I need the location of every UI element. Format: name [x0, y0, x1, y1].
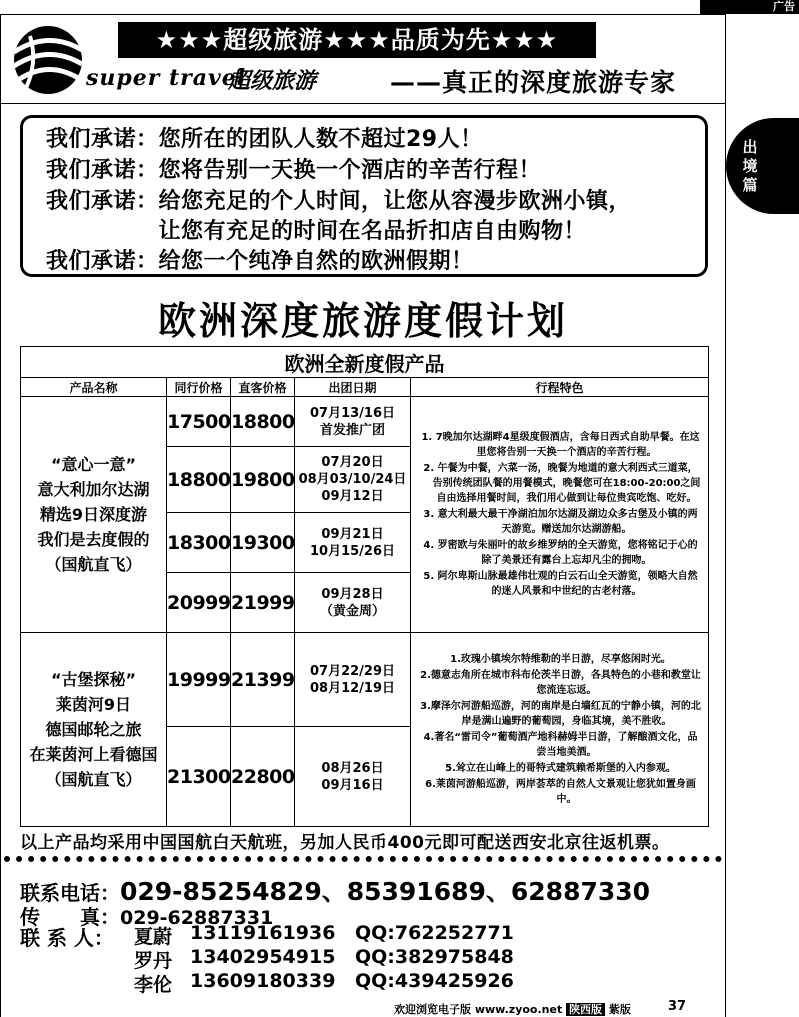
section-side-tab [726, 118, 799, 214]
person-label: 联 系 人： [20, 926, 114, 950]
product-name-line: （国航直飞） [45, 555, 142, 574]
date-line: 08月26日 [321, 760, 384, 776]
section-side-label: 出境篇 [742, 138, 758, 194]
product-name-line: 意大利加尔达湖 [37, 480, 150, 499]
peer-price: 17500 [167, 397, 231, 447]
page-title: 欧洲深度旅游度假计划 [157, 299, 568, 343]
contact-name: 罗丹 [134, 950, 173, 972]
phone-label: 联系电话： [20, 881, 120, 905]
direct-price: 22800 [231, 727, 295, 827]
date-line: 08月03/10/24日 [298, 472, 407, 487]
product-name-line: （国航直飞） [45, 770, 142, 789]
contact-name: 夏蔚 [134, 926, 173, 948]
date-line: 09月21日 [321, 526, 384, 542]
date-line: 首发推广团 [319, 422, 385, 438]
feature-item: 1.玫瑰小镇埃尔特维勒的半日游，尽享悠闲时光。 [450, 654, 671, 665]
tagline: ——真正的深度旅游专家 [390, 68, 677, 97]
peer-price: 20999 [167, 573, 231, 633]
date-line: 09月12日 [321, 489, 384, 504]
itinerary-features [411, 397, 709, 633]
contact-qq: QQ:439425926 [355, 970, 514, 992]
feature-item: 5. 阿尔卑斯山脉最雄伟壮观的白云石山全天游览，领略大自然的迷人风景和中世纪的古老村落。 [423, 571, 698, 597]
column-header: 产品名称 [21, 378, 167, 397]
departure-dates [295, 397, 411, 447]
column-header: 同行价格 [167, 378, 231, 397]
date-line: 10月15/26日 [309, 543, 396, 559]
product-name-line: 我们是去度假的 [37, 530, 150, 549]
peer-price: 19999 [167, 633, 231, 727]
contact-qq: QQ:762252771 [355, 922, 514, 944]
peer-price: 21300 [167, 727, 231, 827]
date-line: 07月22/29日 [309, 663, 396, 679]
slogan-banner: ★★★超级旅游★★★品质为先★★★ [118, 22, 596, 58]
direct-price: 21999 [231, 573, 295, 633]
itinerary-features [411, 633, 709, 827]
feature-item: 4.著名“雷司令”葡萄酒产地科赫姆半日游，了解酿酒文化，品尝当地美酒。 [423, 732, 698, 758]
product-name-line: 在莱茵河上看德国 [29, 745, 158, 764]
contact-qq: QQ:382975848 [355, 946, 514, 968]
globe-logo-icon [8, 22, 88, 98]
product-name-line: 德国邮轮之旅 [45, 720, 142, 739]
footer-browse-text: 欢迎浏览电子版 www.zyoo.net [394, 1003, 563, 1016]
date-line: （黄金周） [319, 603, 385, 619]
product-name-line: “古堡探秘” [50, 670, 137, 689]
product-table [20, 346, 709, 827]
flight-note: 以上产品均采用中国国航白天航班，另加人民币400元即可配送西安北京往返机票。 [20, 833, 670, 853]
feature-item: 2. 午餐为中餐，六菜一汤，晚餐为地道的意大利西式三道菜，告别传统团队餐的用餐模式，晚餐您可在18:00-20:00之间自由选择用餐时间，我们用心做到让每位贵宾吃饱、吃好。 [423, 463, 701, 504]
direct-price: 18800 [231, 397, 295, 447]
brand-name-en: super travel [86, 65, 247, 91]
header-divider [0, 103, 726, 104]
direct-price: 19800 [231, 447, 295, 513]
peer-price: 18300 [167, 513, 231, 573]
departure-dates [295, 633, 411, 727]
feature-item: 5.耸立在山峰上的哥特式建筑赖希斯堡的入内参观。 [445, 763, 676, 774]
column-header: 直客价格 [231, 378, 295, 397]
product-name-line: 精选9日深度游 [39, 505, 148, 524]
table-row [21, 633, 709, 727]
feature-item: 4. 罗密欧与朱丽叶的故乡维罗纳的全天游览，您将铭记于心的除了美景还有露台上忘却凡尘的拥吻。 [423, 540, 698, 566]
promise-line: 让您有充足的时间在名品折扣店自由购物！ [46, 219, 587, 244]
column-header: 出团日期 [295, 378, 411, 397]
date-line: 09月16日 [321, 777, 384, 793]
feature-item: 6.莱茵河游船巡游，两岸荟萃的自然人文景观让您犹如置身画中。 [425, 779, 696, 805]
product-name-cell [21, 397, 167, 633]
date-line: 07月13/16日 [309, 405, 396, 421]
fax-number: 029-62887331 [120, 907, 274, 929]
product-name-cell [21, 633, 167, 827]
feature-item: 3. 意大利最大最干净湖泊加尔达湖及湖边众多古堡及小镇的两天游览。赠送加尔达湖游船。 [423, 509, 698, 535]
feature-item: 1. 7晚加尔达湖畔4星级度假酒店，含每日西式自助早餐。在这里您将告别一天换一个酒店的辛苦行程。 [421, 432, 700, 458]
footer-band [394, 1001, 664, 1017]
feature-item: 3.摩泽尔河游船巡游，河的南岸是白墙红瓦的宁静小镇，河的北岸是满山遍野的葡萄园，身临其境，美不胜收。 [420, 701, 701, 727]
footer-edition: 陕西版 [566, 1003, 605, 1016]
departure-dates [295, 513, 411, 573]
phone-numbers: 029-85254829、85391689、62887330 [120, 877, 651, 906]
promise-line: 我们承诺：给您充足的个人时间，让您从容漫步欧洲小镇， [46, 189, 632, 214]
departure-dates [295, 447, 411, 513]
contact-person-row [20, 922, 114, 951]
contact-name: 李伦 [134, 974, 173, 996]
date-line: 07月20日 [321, 455, 384, 470]
promise-line: 我们承诺：您将告别一天换一个酒店的辛苦行程！ [46, 158, 542, 183]
page-number: 37 [668, 999, 687, 1014]
promise-line: 我们承诺：您所在的团队人数不超过29人！ [46, 127, 483, 152]
departure-dates [295, 573, 411, 633]
feature-item: 2.德意志角所在城市科布伦茨半日游，各具特色的小巷和教堂让您流连忘返。 [420, 670, 701, 696]
fax-label: 传 真： [20, 905, 120, 929]
contact-mobile: 13119161936 [190, 922, 336, 944]
table-row [21, 397, 709, 447]
direct-price: 19300 [231, 513, 295, 573]
table-caption: 欧洲全新度假产品 [21, 347, 709, 378]
brand-name-cn: 超级旅游 [228, 69, 317, 94]
footer-color-label: 紫版 [608, 1003, 631, 1016]
date-line: 08月12/19日 [309, 680, 396, 696]
date-line: 09月28日 [321, 586, 384, 602]
contact-mobile: 13609180339 [190, 970, 336, 992]
promise-line: 我们承诺：给您一个纯净自然的欧洲假期！ [46, 249, 474, 274]
column-header: 行程特色 [411, 378, 709, 397]
ad-label: 广告 [700, 0, 799, 14]
product-name-line: 莱茵河9日 [55, 695, 132, 714]
peer-price: 18800 [167, 447, 231, 513]
contact-mobile: 13402954915 [190, 946, 336, 968]
departure-dates [295, 727, 411, 827]
direct-price: 21399 [231, 633, 295, 727]
product-name-line: “意心一意” [50, 455, 137, 474]
dotted-divider [4, 856, 722, 868]
